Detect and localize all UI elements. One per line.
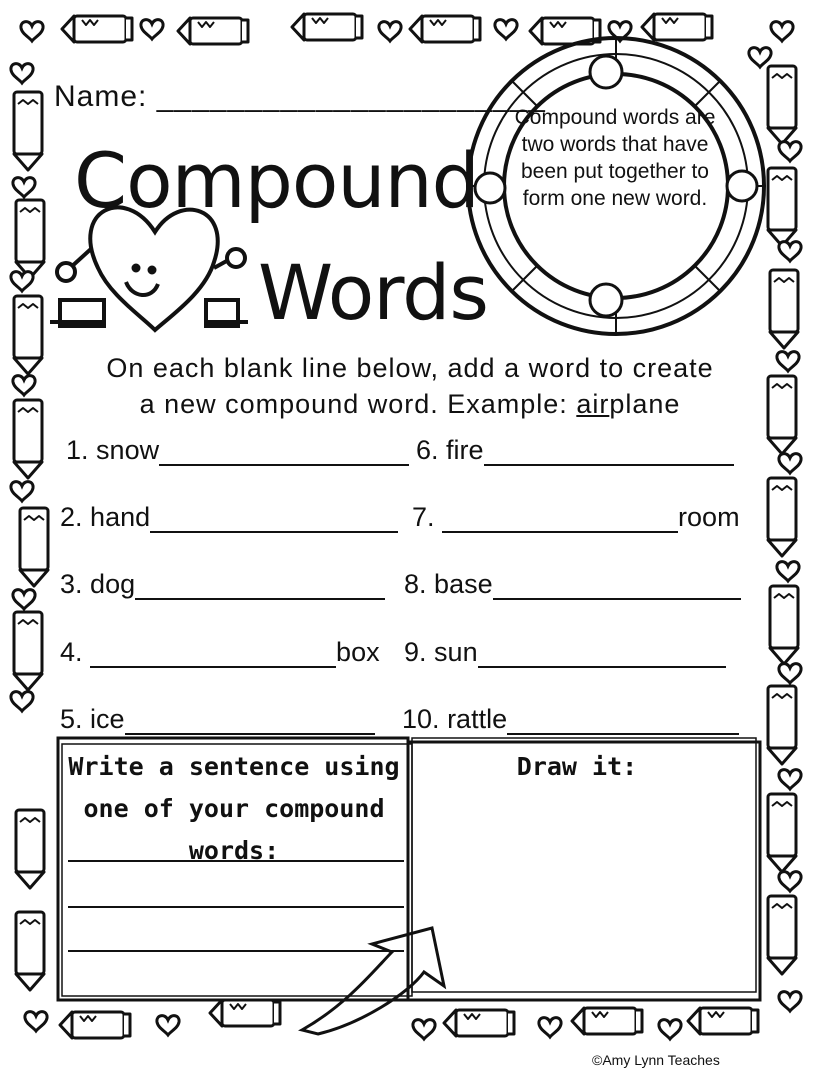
item-8: 8. base bbox=[404, 566, 741, 600]
answer-blank[interactable] bbox=[150, 505, 398, 533]
answer-blank[interactable] bbox=[125, 707, 375, 735]
name-field[interactable] bbox=[54, 80, 546, 114]
answer-blank[interactable] bbox=[159, 438, 409, 466]
copyright: ©Amy Lynn Teaches bbox=[592, 1052, 720, 1068]
page-title-line2: Words bbox=[258, 248, 488, 337]
name-label: Name: bbox=[54, 80, 148, 113]
page-title-line1: Compound bbox=[74, 136, 479, 225]
draw-box-title: Draw it: bbox=[516, 752, 638, 781]
item-2: 2. hand bbox=[60, 499, 398, 533]
item-4: 4. box bbox=[60, 637, 380, 667]
sentence-box-title: Write a sentence using one of your compound words: bbox=[68, 752, 400, 865]
item-6: 6. fire bbox=[416, 432, 734, 466]
example-rest: plane bbox=[609, 389, 681, 419]
item-7: 7. room bbox=[412, 502, 740, 532]
item-5: 5. ice bbox=[60, 701, 375, 735]
item-1: 1. snow bbox=[66, 432, 409, 466]
answer-blank[interactable] bbox=[135, 572, 385, 600]
instructions-line2: a new compound word. Example: airplane bbox=[139, 389, 681, 419]
answer-blank[interactable] bbox=[442, 505, 678, 533]
answer-blank[interactable] bbox=[90, 640, 336, 668]
writing-line[interactable] bbox=[68, 950, 404, 952]
name-blank[interactable]: ______________________ bbox=[156, 80, 546, 113]
item-3: 3. dog bbox=[60, 566, 385, 600]
drawing-area[interactable] bbox=[416, 792, 752, 988]
writing-line[interactable] bbox=[68, 906, 404, 908]
writing-line[interactable] bbox=[68, 860, 404, 862]
example-underlined: air bbox=[576, 389, 610, 419]
item-10: 10. rattle bbox=[402, 701, 739, 735]
definition-text: Compound words are two words that have been put together to form one new word. bbox=[514, 106, 716, 210]
answer-blank[interactable] bbox=[478, 640, 726, 668]
answer-blank[interactable] bbox=[493, 572, 741, 600]
answer-blank[interactable] bbox=[507, 707, 739, 735]
instructions-line1: On each blank line below, add a word to create bbox=[106, 353, 714, 383]
heart-mascot-icon bbox=[50, 207, 248, 330]
item-9: 9. sun bbox=[404, 634, 726, 668]
answer-blank[interactable] bbox=[484, 438, 734, 466]
instructions bbox=[40, 350, 780, 422]
